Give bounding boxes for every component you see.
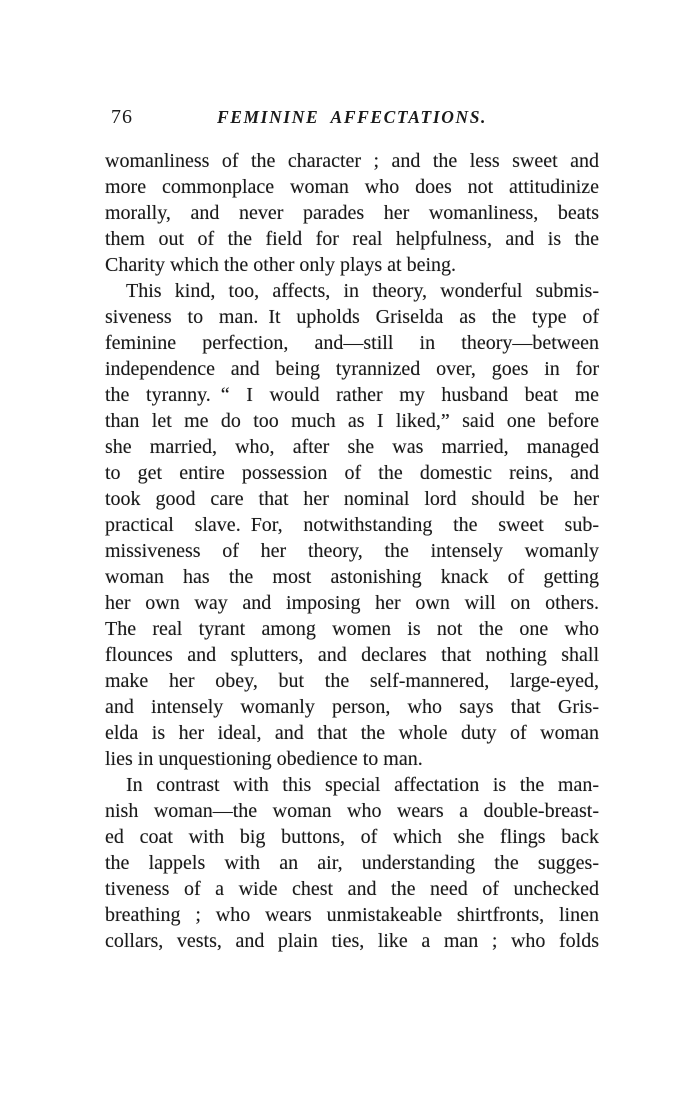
text-line: and intensely womanly person, who says that Gris- xyxy=(105,696,599,718)
text-line: siveness to man. It upholds Griselda as the type of xyxy=(105,306,599,328)
text-line: lies in unquestioning obedience to man. xyxy=(105,748,423,770)
text-line: collars, vests, and plain ties, like a man ; who folds xyxy=(105,930,599,952)
text-line: morally, and never parades her womanliness, beats xyxy=(105,202,599,224)
text-line: make her obey, but the self-mannered, large-eyed, xyxy=(105,670,599,692)
text-line: to get entire possession of the domestic reins, and xyxy=(105,462,599,484)
text-line: breathing ; who wears unmistakeable shirtfronts, linen xyxy=(105,904,599,926)
paragraph xyxy=(105,772,599,954)
text-line: In contrast with this special affectation is the man- xyxy=(126,774,599,796)
page-body xyxy=(105,148,599,954)
page-header xyxy=(105,106,599,134)
text-line: elda is her ideal, and that the whole duty of woman xyxy=(105,722,599,744)
text-line: The real tyrant among women is not the one who xyxy=(105,618,599,640)
text-line: woman has the most astonishing knack of getting xyxy=(105,566,599,588)
text-line: flounces and splutters, and declares that nothing shall xyxy=(105,644,599,666)
text-line: feminine perfection, and—still in theory—between xyxy=(105,332,599,354)
text-line: practical slave. For, notwithstanding the sweet sub- xyxy=(105,514,599,536)
paragraph xyxy=(105,148,599,278)
text-line: This kind, too, affects, in theory, wonderful submis- xyxy=(126,280,599,302)
text-line: independence and being tyrannized over, goes in for xyxy=(105,358,599,380)
running-title: FEMININE AFFECTATIONS. xyxy=(216,107,488,127)
text-line: them out of the field for real helpfulness, and is the xyxy=(105,228,599,250)
text-line: took good care that her nominal lord should be her xyxy=(105,488,599,510)
text-line: the tyranny. “ I would rather my husband beat me xyxy=(105,384,599,406)
text-line: she married, who, after she was married, managed xyxy=(105,436,599,458)
text-line: nish woman—the woman who wears a double-breast- xyxy=(105,800,599,822)
page-number: 76 xyxy=(111,106,133,128)
text-line: than let me do too much as I liked,” said one before xyxy=(105,410,599,432)
text-line: ed coat with big buttons, of which she flings back xyxy=(105,826,599,848)
paragraph xyxy=(105,278,599,772)
text-line: more commonplace woman who does not attitudinize xyxy=(105,176,599,198)
text-line: the lappels with an air, understanding the sugges- xyxy=(105,852,599,874)
text-line: missiveness of her theory, the intensely womanly xyxy=(105,540,599,562)
text-line: womanliness of the character ; and the less sweet and xyxy=(105,150,599,172)
text-line: Charity which the other only plays at being. xyxy=(105,254,457,276)
text-line: tiveness of a wide chest and the need of unchecked xyxy=(105,878,599,900)
text-line: her own way and imposing her own will on others. xyxy=(105,592,599,614)
